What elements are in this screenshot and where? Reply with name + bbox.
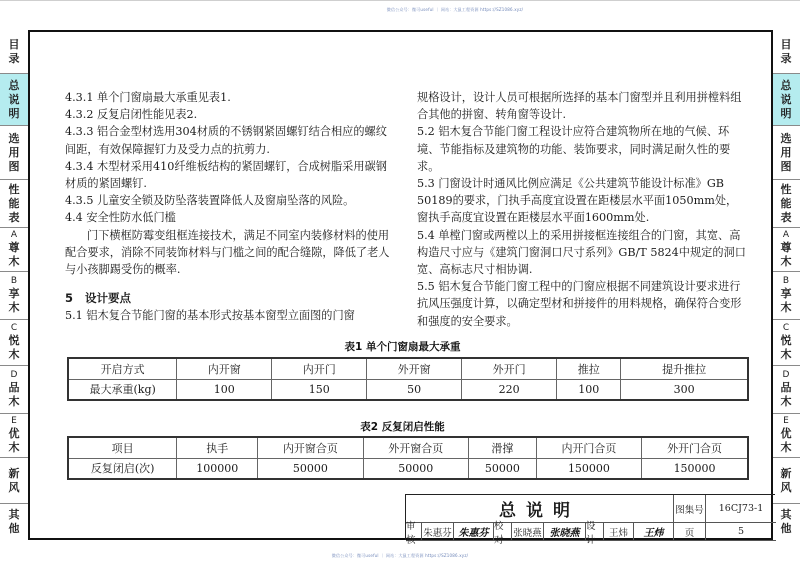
tab-xinfeng[interactable]: 新 风: [772, 458, 800, 504]
tab-xinfeng[interactable]: 新 风: [0, 458, 28, 504]
designer-name: 王炜: [604, 523, 634, 541]
section-heading: [65, 290, 390, 307]
tab-b-xiangmu[interactable]: B 享 木: [772, 272, 800, 320]
tab-c-yuemu[interactable]: C 悦 木: [772, 320, 800, 366]
atlas-number-label: 图集号: [674, 495, 706, 523]
tab-e-youmu[interactable]: E 优 木: [0, 414, 28, 458]
drawing-frame: [28, 30, 773, 546]
clause-4-3-2: 4.3.2 反复启闭性能见表2.: [65, 108, 198, 122]
clause-5-1: 5.1 铝木复合节能门窗的基本形式按基本窗型立面图的门窗: [65, 309, 355, 323]
tab-selection-drawings[interactable]: 选 用 图: [772, 126, 800, 180]
tab-d-pinmu[interactable]: D 品 木: [772, 366, 800, 414]
tab-b-xiangmu[interactable]: B 享 木: [0, 272, 28, 320]
reviewer-signature: 朱惠芬: [454, 523, 494, 541]
checker-name: 张晓燕: [512, 523, 544, 541]
tab-contents[interactable]: 目 录: [772, 30, 800, 74]
tab-a-zunmu[interactable]: A 尊 木: [772, 228, 800, 272]
clause-5-1-cont: 规格设计，设计人员可根据所选择的基本门窗型并且利用拼樘料组合其他的拼窗、转角窗等设计.: [417, 91, 742, 122]
table2-repeated-opening: [67, 436, 749, 480]
tab-general-notes[interactable]: 总 说 明: [772, 74, 800, 126]
tab-c-yuemu[interactable]: C 悦 木: [0, 320, 28, 366]
table-header-row: 项目 执手 内开窗合页 外开窗合页 滑撑 内开门合页 外开门合页: [68, 437, 748, 458]
section-number: 5: [65, 291, 74, 306]
right-text-column: [417, 89, 747, 330]
drawing-title: 总说明: [406, 495, 674, 523]
clause-4-3-3: 4.3.3 铝合金型材选用304材质的不锈钢紧固螺钉结合相应的螺纹间距，有效保障握钉力及受力点的抗剪力.: [65, 125, 387, 156]
design-label: 设计: [586, 523, 604, 541]
tab-other[interactable]: 其 他: [8, 508, 20, 535]
clause-5-5: 5.5 铝木复合节能门窗工程中的门窗应根据不同建筑设计要求进行抗风压强度计算，以确定型材和拼接件的用料规格，确保符合变形和强度的安全要求。: [417, 280, 742, 328]
tab-performance-table[interactable]: 性 能 表: [772, 180, 800, 228]
page-label: 页: [674, 523, 706, 541]
watermark-top: 微信公众号：微可useful ｜ 网站：大鼠工程资源 https://SZ1086.xyz/: [386, 7, 524, 12]
left-text-column: [65, 89, 390, 325]
section-title: 设计要点: [85, 291, 132, 306]
clause-4-3-1: 4.3.1 单个门窗扇最大承重见表1.: [65, 91, 231, 104]
clause-4-3-4: 4.3.4 木型材采用410纤维板结构的紧固螺钉，合成树脂采用碳钢材质的紧固螺钉.: [65, 159, 387, 191]
reviewer-name: 朱惠芬: [422, 523, 454, 541]
table-header-row: 开启方式 内开窗 内开门 外开窗 外开门 推拉 提升推拉: [68, 358, 748, 379]
table-row: 最大承重(kg) 100 150 50 220 100 300: [68, 379, 748, 400]
table2-title: 表2 反复闭启性能: [360, 421, 445, 433]
tab-e-youmu[interactable]: E 优 木: [772, 414, 800, 458]
clause-4-4-body: 门下横框防霉变组框连接技术，满足不同室内装修材料的使用配合要求，消除不同装饰材料与门槛之间的配合缝隙，降低了老人与小孩脚踢受伤的概率.: [65, 228, 390, 277]
tab-d-pinmu[interactable]: D 品 木: [0, 366, 28, 414]
page-number: 5: [706, 523, 776, 541]
checker-signature: 张晓燕: [544, 523, 586, 541]
tab-general-notes[interactable]: 总 说 明: [0, 74, 28, 126]
table1-title: 表1 单个门窗扇最大承重: [344, 341, 461, 353]
designer-signature: 王炜: [634, 523, 674, 541]
watermark-bottom: 微信公众号：微可useful ｜ 网站：大鼠工程资源 https://SZ1086.xyz/: [331, 553, 469, 558]
tab-selection-drawings[interactable]: 选 用 图: [0, 126, 28, 180]
tab-performance-table[interactable]: 性 能 表: [0, 180, 28, 228]
clause-4-3-5: 4.3.5 儿童安全锁及防坠落装置降低人及窗扇坠落的风险。: [65, 194, 355, 208]
title-block: [405, 494, 775, 546]
side-tabs-right: [772, 30, 800, 540]
clause-5-4: 5.4 单樘门窗或两樘以上的采用拼接框连接组合的门窗，其宽、高构造尺寸应与《建筑门窗洞口尺寸系列》GB/T 5824中规定的洞口宽、高标志尺寸相协调.: [417, 228, 746, 277]
table-row: 反复闭启(次) 100000 50000 50000 50000 150000 150000: [68, 458, 748, 479]
top-border: [0, 0, 800, 1]
clause-4-4: 4.4 安全性防水低门槛: [65, 211, 176, 225]
table1-max-load: [67, 357, 749, 401]
atlas-number: 16CJ73-1: [706, 495, 776, 523]
clause-5-3: 5.3 门窗设计时通风比例应满足《公共建筑节能设计标准》GB 50189的要求，门执手高度宜设置在距楼层水平面1050mm处，窗执手高度宜设置在距楼层水平面1600mm处.: [417, 177, 738, 225]
tab-a-zunmu[interactable]: A 尊 木: [0, 228, 28, 272]
tab-contents[interactable]: 目 录: [0, 30, 28, 74]
check-label: 校对: [494, 523, 512, 541]
tab-other[interactable]: 其 他: [780, 508, 792, 535]
side-tabs-left: [0, 30, 28, 540]
review-label: 审核: [406, 523, 422, 541]
clause-5-2: 5.2 铝木复合节能门窗工程设计应符合建筑物所在地的气候、环境、节能指标及建筑物的功能、装饰要求，同时满足耐久性的要求。: [417, 125, 731, 173]
